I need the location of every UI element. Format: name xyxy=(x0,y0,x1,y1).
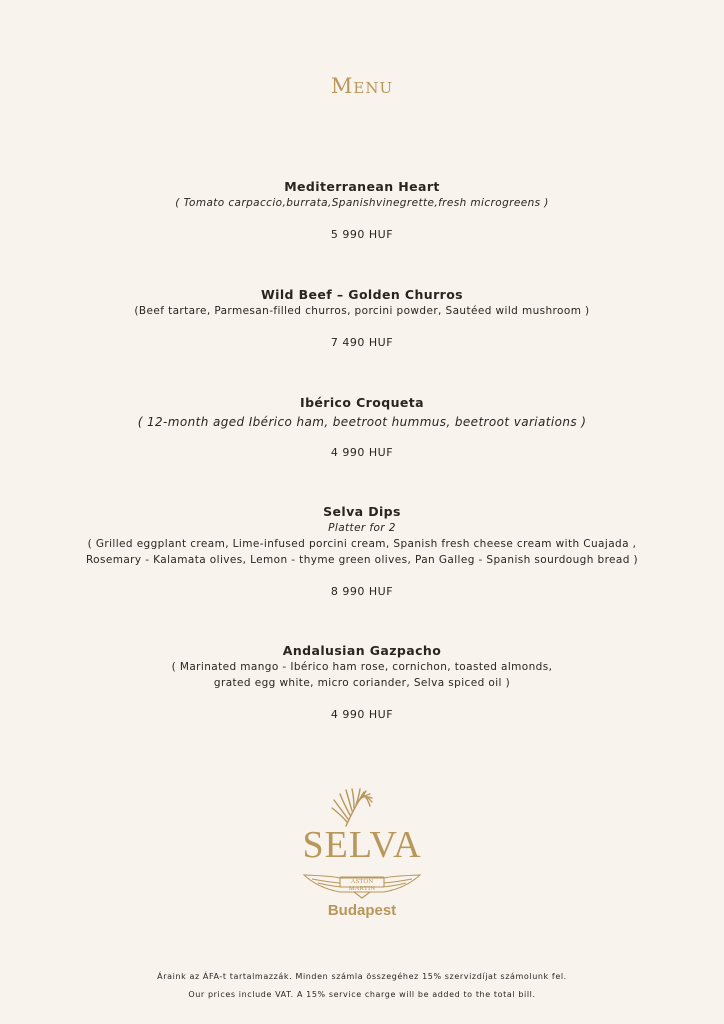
dish-name: Ibérico Croqueta xyxy=(300,395,424,410)
menu-item-wild-beef xyxy=(0,287,724,350)
dish-name: Selva Dips xyxy=(323,504,401,519)
dish-description-line-1: ( Grilled eggplant cream, Lime-infused porcini cream, Spanish fresh cheese cream with Cuajada , xyxy=(87,538,637,550)
dish-name: Mediterranean Heart xyxy=(284,179,440,194)
dish-subtitle: Platter for 2 xyxy=(328,522,396,534)
dish-price: 4 990 HUF xyxy=(330,446,394,459)
dish-name: Andalusian Gazpacho xyxy=(282,643,442,658)
logo-city: Budapest xyxy=(327,902,397,919)
dish-description: ( 12-month aged Ibérico ham, beetroot hummus, beetroot variations ) xyxy=(137,415,587,429)
dish-name: Wild Beef – Golden Churros xyxy=(260,287,464,302)
dish-price: 7 490 HUF xyxy=(330,336,394,349)
logo-selva-wordmark: SELVA xyxy=(302,824,422,866)
dish-description-line-2: Rosemary - Kalamata olives, Lemon - thyme green olives, Pan Galleg - Spanish sourdough bread ) xyxy=(85,554,639,566)
footer xyxy=(0,968,724,1004)
menu-item-mediterranean-heart xyxy=(0,179,724,242)
menu-item-selva-dips xyxy=(0,504,724,599)
dish-price: 5 990 HUF xyxy=(330,228,394,241)
dish-description: (Beef tartare, Parmesan-filled churros, porcini powder, Sautéed wild mushroom ) xyxy=(134,305,590,317)
dish-description-line-1: ( Marinated mango - Ibérico ham rose, cornichon, toasted almonds, xyxy=(171,661,553,673)
dish-price: 4 990 HUF xyxy=(330,708,394,721)
footer-note-hungarian: Áraink az ÁFA-t tartalmazzák. Minden számla összegéhez 15% szervizdíjat számolunk fel. xyxy=(157,972,567,981)
dish-description-line-2: grated egg white, micro coriander, Selva spiced oil ) xyxy=(213,677,511,689)
logo-aston-martin-text: ASTON MARTIN xyxy=(348,878,376,892)
menu-item-andalusian-gazpacho xyxy=(0,643,724,722)
menu-item-iberico-croqueta xyxy=(0,395,724,460)
dish-description: ( Tomato carpaccio,burrata,Spanishvinegrette,fresh microgreens ) xyxy=(175,197,549,209)
selva-logo xyxy=(262,786,462,926)
dish-price: 8 990 HUF xyxy=(330,585,394,598)
menu-title: Menu xyxy=(330,74,394,98)
footer-note-english: Our prices include VAT. A 15% service charge will be added to the total bill. xyxy=(188,990,536,999)
